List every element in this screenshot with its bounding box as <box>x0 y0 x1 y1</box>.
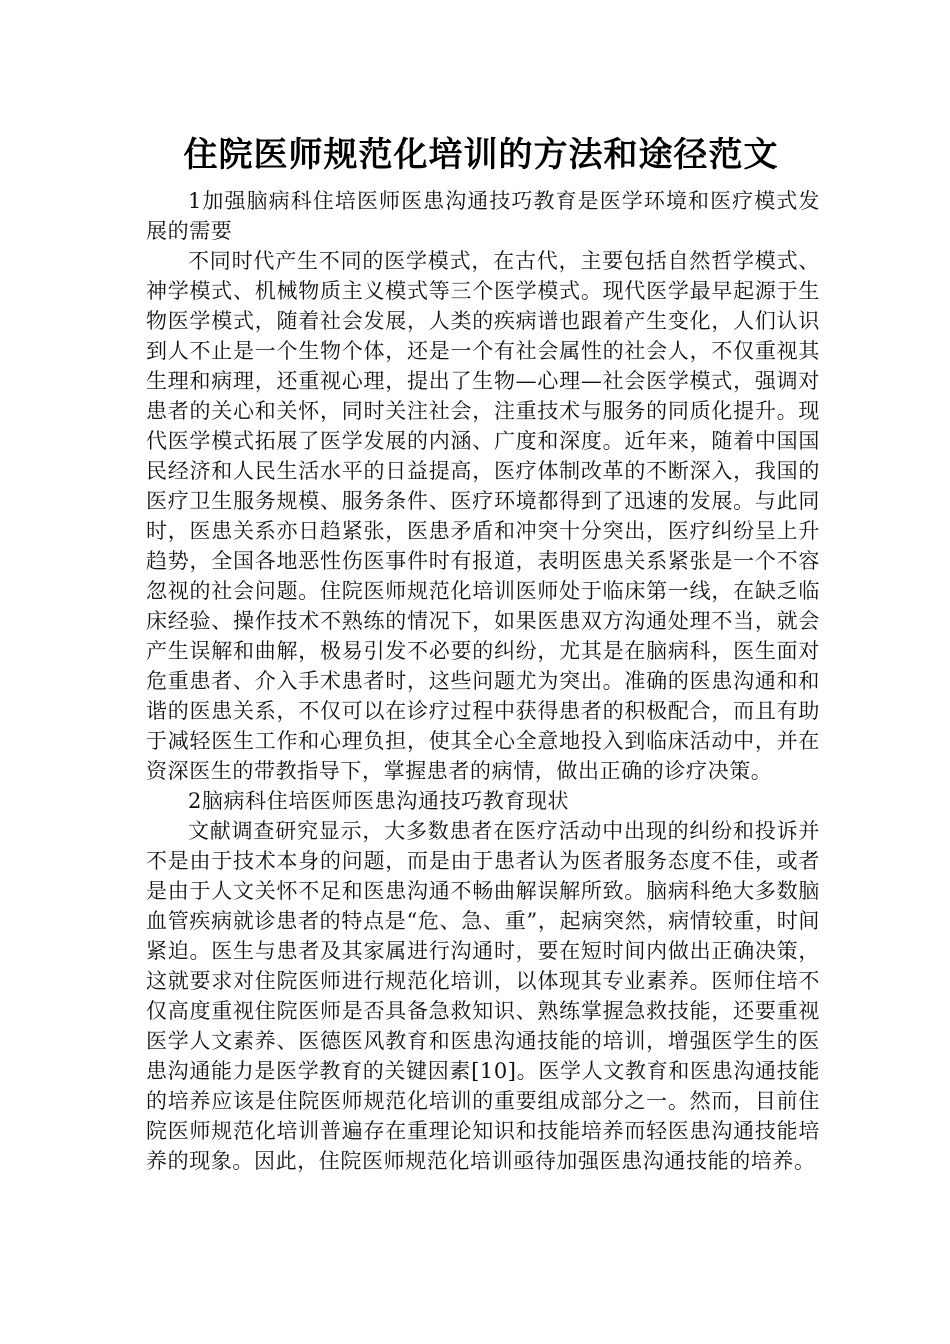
body-paragraph-2: 文献调查研究显示，大多数患者在医疗活动中出现的纠纷和投诉并不是由于技术本身的问题，而是由于患者认为医者服务态度不佳，或者是由于人文关怀不足和医患沟通不畅曲解误解所致。脑病科绝大多数脑血管疾病就诊患者的特点是“危、急、重”，起病突然，病情较重，时间紧迫。医生与患者及其家属进行沟通时，要在短时间内做出正确决策，这就要求对住院医师进行规范化培训，以体现其专业素养。医师住培不仅高度重视住院医师是否具备急救知识、熟练掌握急救技能，还要重视医学人文素养、医德医风教育和医患沟通技能的培训，增强医学生的医患沟通能力是医学教育的关键因素[10]。医学人文教育和医患沟通技能的培养应该是住院医师规范化培训的重要组成部分之一。然而，目前住院医师规范化培训普遍存在重理论知识和技能培养而轻医患沟通技能培养的现象。因此，住院医师规范化培训亟待加强医患沟通技能的培养。 <box>146 819 820 1173</box>
section-heading-2: 2脑病科住培医师医患沟通技巧教育现状 <box>188 789 570 813</box>
section-heading-1: 1加强脑病科住培医师医患沟通技巧教育是医学环境和医疗模式发展的需要 <box>146 189 820 243</box>
document-title: 住院医师规范化培训的方法和途径范文 <box>183 135 779 175</box>
body-paragraph-1: 不同时代产生不同的医学模式，在古代，主要包括自然哲学模式、神学模式、机械物质主义模式等三个医学模式。现代医学最早起源于生物医学模式，随着社会发展，人类的疾病谱也跟着产生变化，人们认识到人不止是一个生物个体，还是一个有社会属性的社会人，不仅重视其生理和病理，还重视心理，提出了生物—心理—社会医学模式，强调对患者的关心和关怀，同时关注社会，注重技术与服务的同质化提升。现代医学模式拓展了医学发展的内涵、广度和深度。近年来，随着中国国民经济和人民生活水平的日益提高，医疗体制改革的不断深入，我国的医疗卫生服务规模、服务条件、医疗环境都得到了迅速的发展。与此同时，医患关系亦日趋紧张，医患矛盾和冲突十分突出，医疗纠纷呈上升趋势，全国各地恶性伤医事件时有报道，表明医患关系紧张是一个不容忽视的社会问题。住院医师规范化培训医师处于临床第一线，在缺乏临床经验、操作技术不熟练的情况下，如果医患双方沟通处理不当，就会产生误解和曲解，极易引发不必要的纠纷，尤其是在脑病科，医生面对危重患者、介入手术患者时，这些问题尤为突出。准确的医患沟通和和谐的医患关系，不仅可以在诊疗过程中获得患者的积极配合，而且有助于减轻医生工作和心理负担，使其全心全意地投入到临床活动中，并在资深医生的带教指导下，掌握患者的病情，做出正确的诊疗决策。 <box>146 249 820 783</box>
document-page <box>146 132 820 1176</box>
